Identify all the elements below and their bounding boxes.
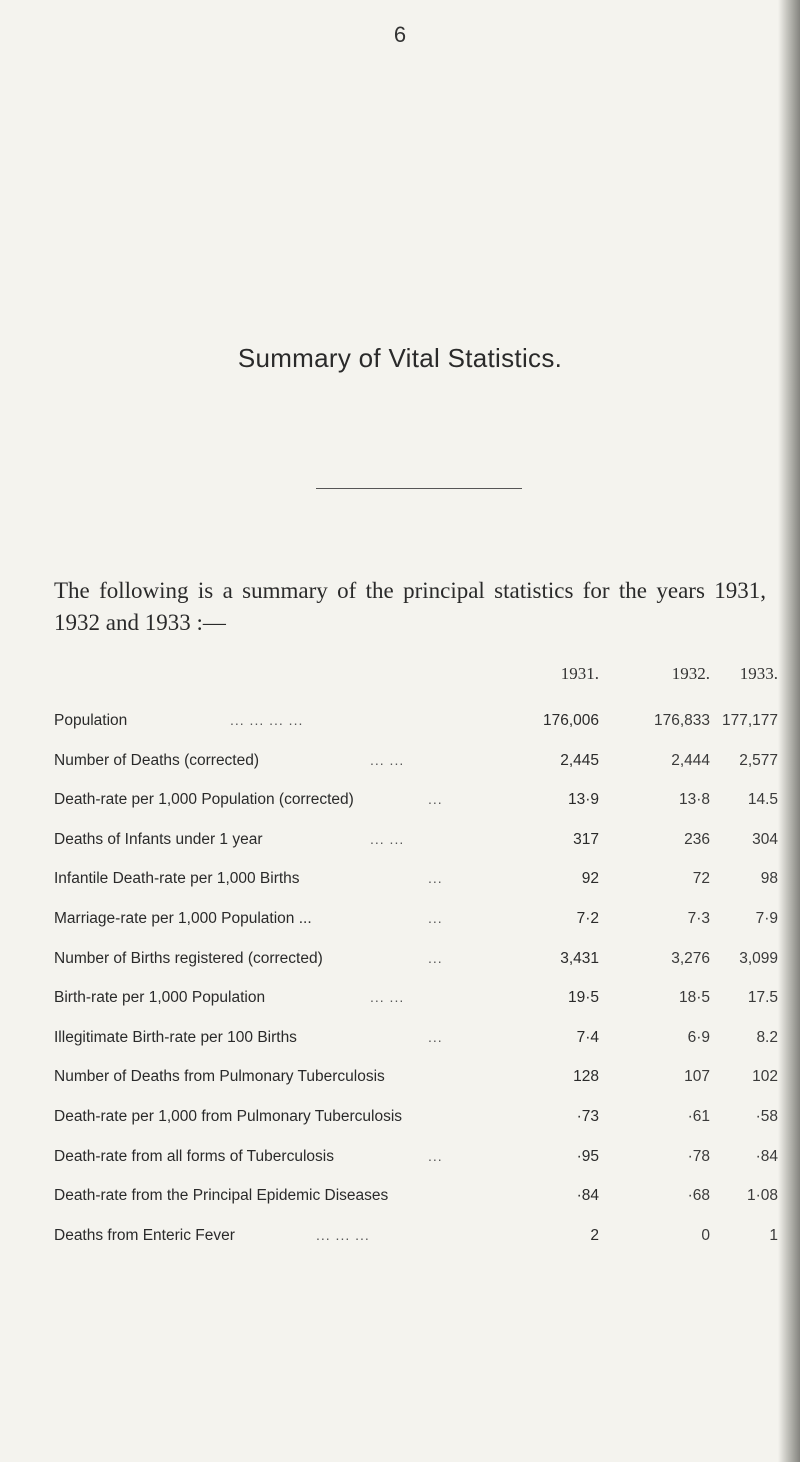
value-1931: ·73 — [576, 1107, 599, 1125]
table-row — [0, 783, 800, 823]
table-row — [0, 1060, 800, 1100]
value-1931: 3,431 — [560, 949, 599, 967]
value-1931: ·84 — [576, 1187, 599, 1205]
value-1932: 3,276 — [671, 949, 710, 967]
year-header-1931: 1931. — [560, 664, 599, 683]
title-divider — [316, 488, 522, 489]
leader-dots: ... ... ... ... — [230, 712, 304, 728]
row-label: Birth-rate per 1,000 Population — [54, 989, 266, 1007]
row-label: Deaths from Enteric Fever — [54, 1226, 235, 1244]
year-header-1932: 1932. — [671, 664, 710, 683]
value-1933: 102 — [752, 1068, 778, 1086]
value-1933: 1·08 — [746, 1187, 778, 1205]
table-row — [0, 942, 800, 982]
leader-dots: ... — [428, 909, 443, 926]
value-1933: 3,099 — [739, 949, 778, 967]
value-1932: ·78 — [687, 1147, 710, 1165]
value-1932: ·68 — [687, 1187, 710, 1205]
table-row — [0, 744, 800, 784]
row-label: Death-rate per 1,000 Population (corrected) — [54, 791, 354, 809]
value-1932: 7·3 — [687, 909, 710, 927]
value-1931: ·95 — [576, 1147, 599, 1165]
value-1932: 236 — [684, 830, 710, 848]
row-label: Death-rate from all forms of Tuberculosis — [54, 1147, 334, 1165]
row-label: Infantile Death-rate per 1,000 Births — [54, 870, 300, 888]
value-1933: 177,177 — [721, 712, 778, 729]
value-1932: 176,833 — [653, 712, 710, 729]
table-row — [0, 1021, 800, 1061]
value-1931: 2,445 — [560, 751, 599, 769]
year-column-headers — [0, 664, 800, 690]
value-1932: 72 — [692, 870, 710, 888]
value-1932: 107 — [684, 1068, 710, 1086]
value-1932: ·61 — [687, 1107, 710, 1125]
value-1933: 7·9 — [755, 909, 778, 927]
page-number: 6 — [393, 22, 407, 47]
value-1932: 13·8 — [678, 791, 710, 809]
row-label: Marriage-rate per 1,000 Population ... — [54, 909, 312, 927]
row-label: Death-rate from the Principal Epidemic Diseases — [54, 1187, 389, 1205]
page-title: Summary of Vital Statistics. — [237, 343, 563, 373]
value-1933: ·58 — [755, 1107, 778, 1125]
value-1931: 317 — [573, 830, 599, 848]
row-label: Number of Deaths from Pulmonary Tuberculosis — [54, 1068, 385, 1086]
value-1931: 19·5 — [567, 989, 599, 1007]
row-label: Number of Deaths (corrected) — [54, 751, 260, 769]
value-1932: 0 — [701, 1226, 710, 1244]
table-row — [0, 1140, 800, 1180]
year-header-1933: 1933. — [739, 664, 778, 683]
intro-paragraph: The following is a summary of the principal statistics for the years 1931, 1932 and 1933 :— — [54, 578, 766, 635]
value-1933: 304 — [752, 830, 778, 848]
value-1933: 14.5 — [747, 791, 778, 809]
value-1933: 2,577 — [739, 751, 778, 769]
value-1933: 1 — [769, 1226, 778, 1244]
leader-dots: ... — [428, 1028, 443, 1045]
value-1931: 7·2 — [576, 909, 599, 927]
value-1931: 2 — [590, 1226, 599, 1244]
statistics-table — [0, 704, 800, 1258]
value-1931: 176,006 — [542, 712, 599, 729]
table-row — [0, 1179, 800, 1219]
table-row — [0, 902, 800, 942]
table-row — [0, 862, 800, 902]
value-1933: ·84 — [755, 1147, 778, 1165]
value-1931: 13·9 — [567, 791, 599, 809]
leader-dots: ... — [428, 791, 443, 808]
table-row — [0, 1219, 800, 1259]
row-label: Population — [54, 712, 128, 729]
leader-dots: ... ... — [370, 751, 405, 768]
leader-dots: ... ... ... — [316, 1226, 370, 1243]
row-label: Number of Births registered (corrected) — [54, 949, 323, 967]
table-row — [0, 823, 800, 863]
row-label: Illegitimate Birth-rate per 100 Births — [54, 1028, 297, 1046]
table-row — [0, 981, 800, 1021]
leader-dots: ... ... — [370, 989, 405, 1006]
row-label: Death-rate per 1,000 from Pulmonary Tuberculosis — [54, 1107, 403, 1125]
page-edge-shadow — [778, 0, 800, 1462]
value-1931: 128 — [573, 1068, 599, 1086]
leader-dots: ... — [428, 870, 443, 887]
leader-dots: ... ... — [370, 830, 405, 847]
row-label: Deaths of Infants under 1 year — [54, 830, 263, 848]
table-row — [0, 704, 800, 744]
value-1932: 2,444 — [671, 751, 710, 769]
leader-dots: ... — [428, 949, 443, 966]
value-1932: 6·9 — [687, 1028, 710, 1046]
value-1933: 17.5 — [747, 989, 778, 1007]
table-row — [0, 1100, 800, 1140]
value-1931: 7·4 — [576, 1028, 599, 1046]
leader-dots: ... — [428, 1147, 443, 1164]
value-1931: 92 — [581, 870, 599, 888]
value-1932: 18·5 — [678, 989, 710, 1007]
value-1933: 98 — [760, 870, 778, 888]
value-1933: 8.2 — [756, 1028, 778, 1046]
